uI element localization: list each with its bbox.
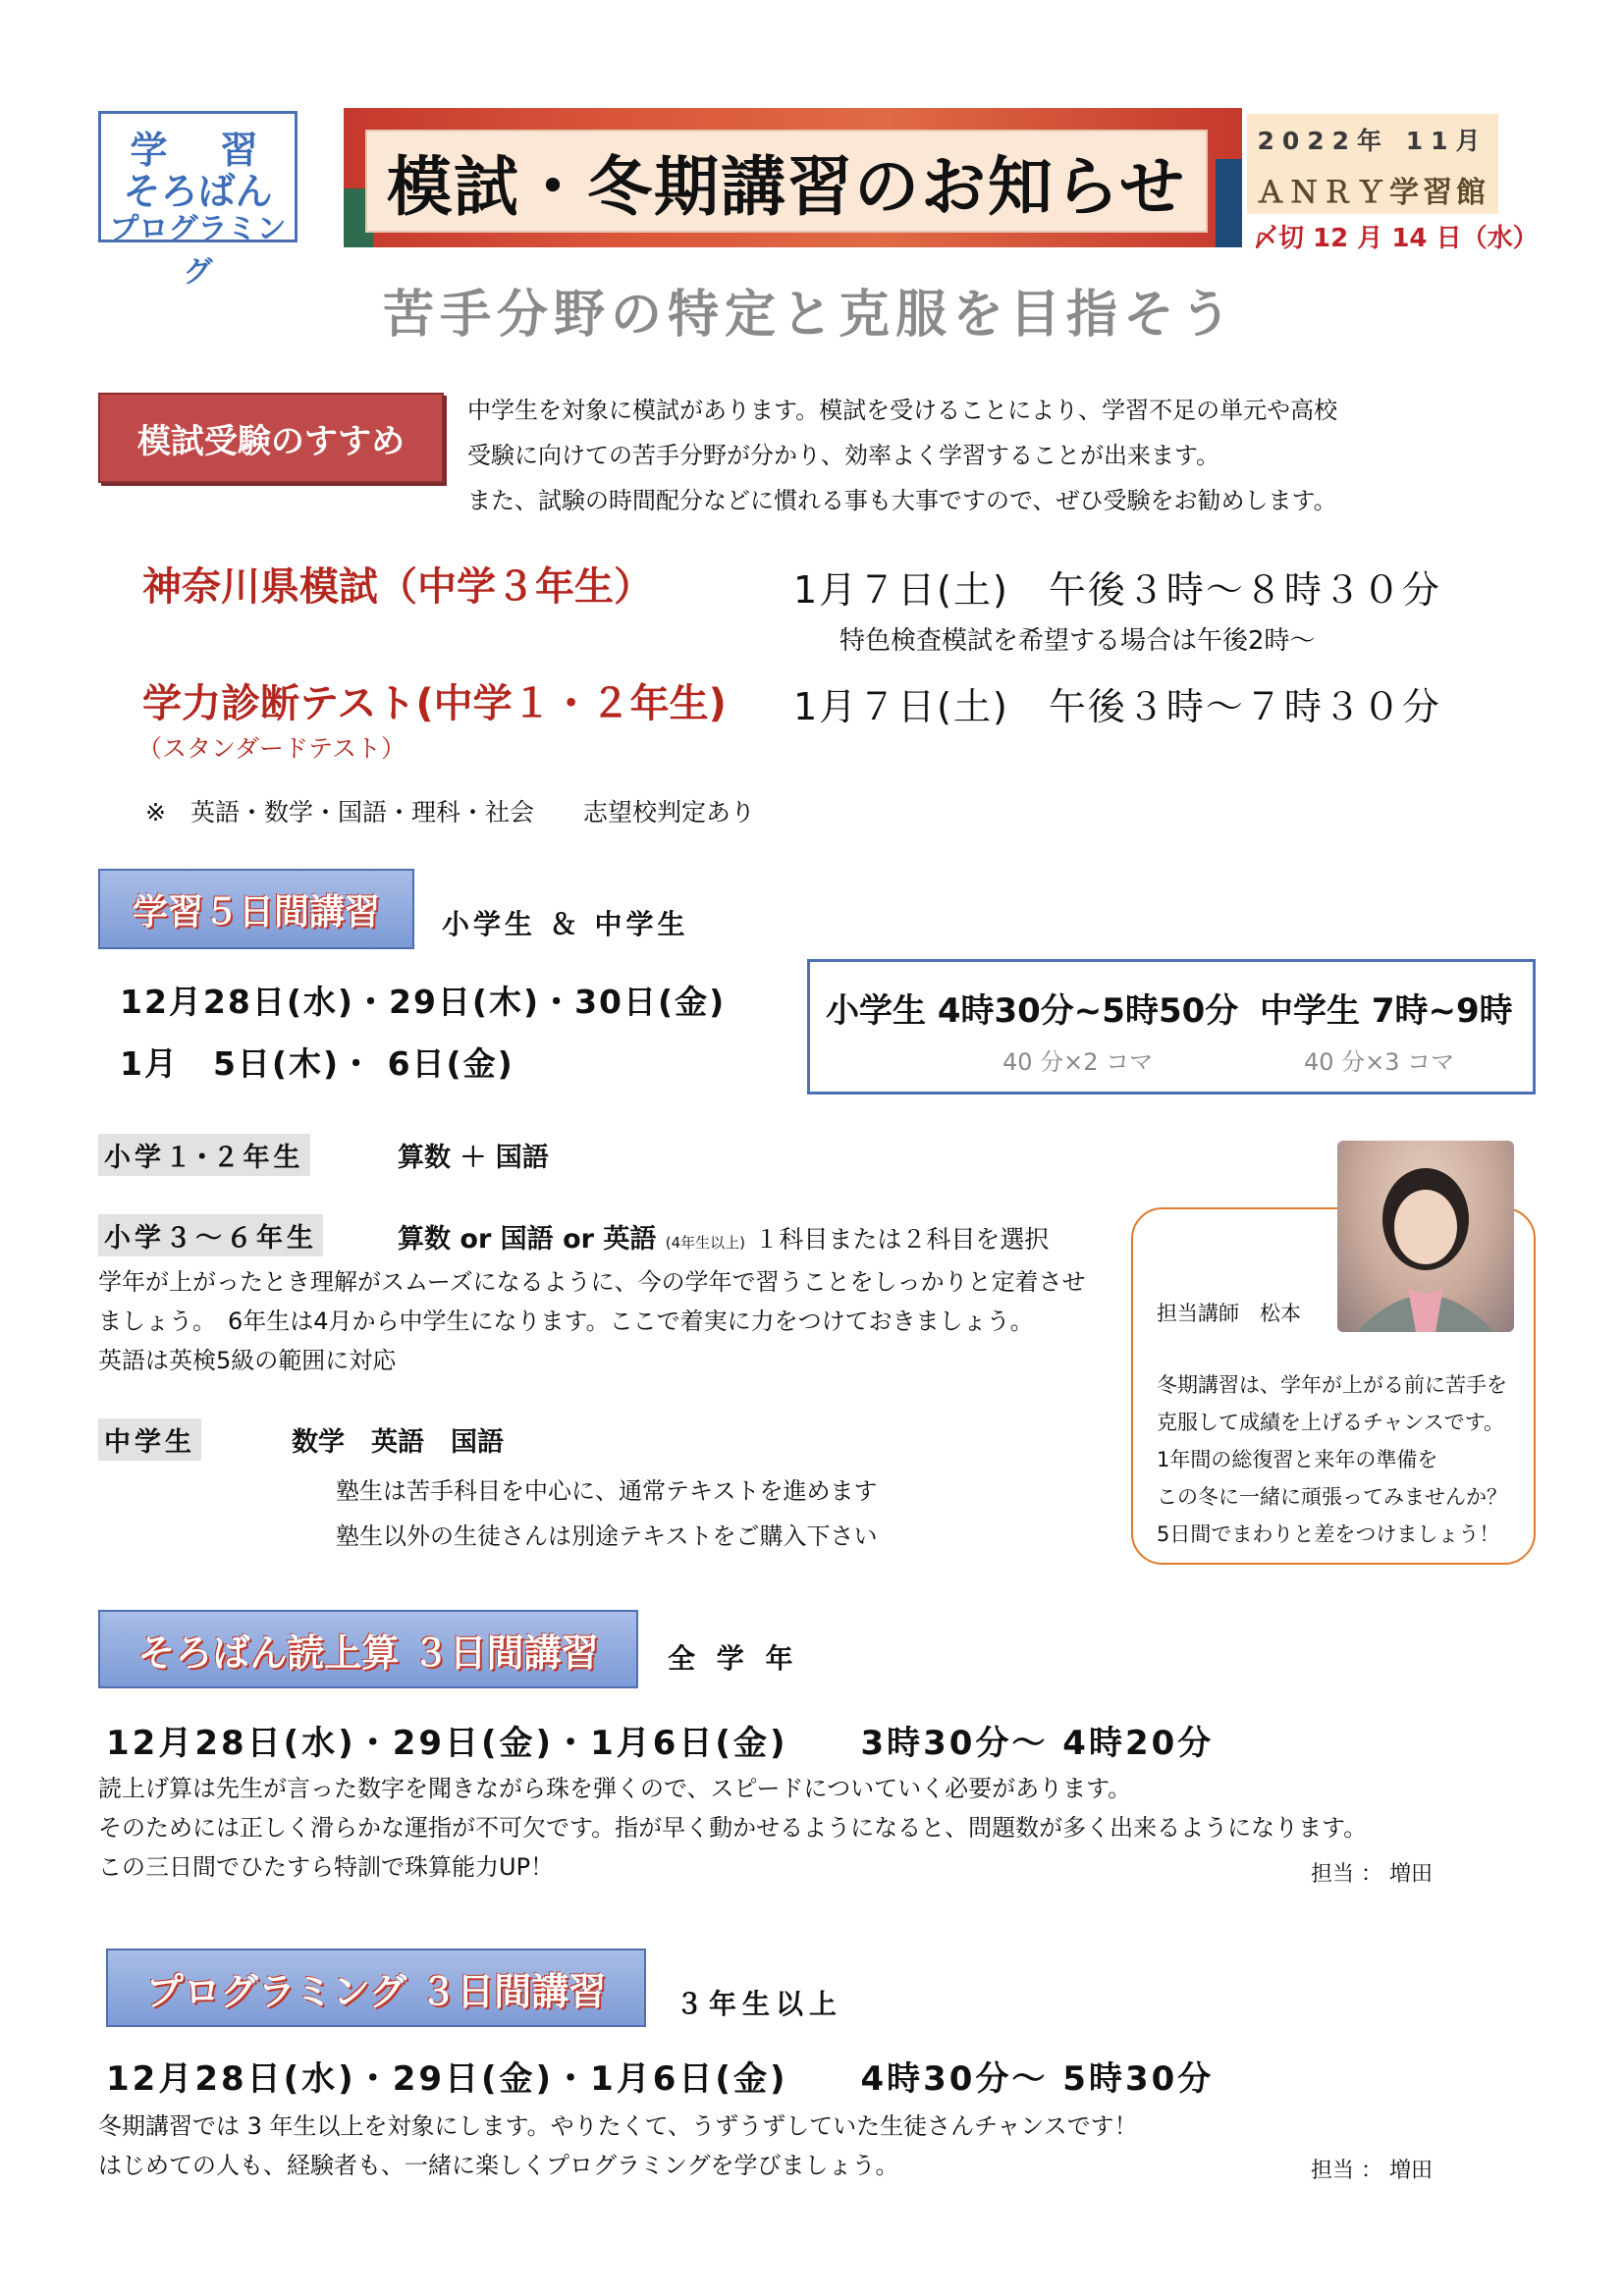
kanagawa-title: 神奈川県模試（中学３年生） xyxy=(142,564,653,610)
soroban-label: そろばん読上算 ３日間講習 xyxy=(98,1610,638,1688)
banner-decoration xyxy=(1216,159,1242,247)
grade-3-6-subject-list: 算数 or 国語 or 英語 xyxy=(398,1224,657,1255)
teacher-message xyxy=(1157,1366,1530,1553)
kanagawa-time: 1月７日(土) 午後３時～８時３０分 xyxy=(793,568,1441,612)
grade-3-6-label: 小学３～６年生 xyxy=(98,1214,323,1256)
logo xyxy=(98,111,298,290)
mock-intro xyxy=(467,388,1459,523)
description-line: 学年が上がったとき理解がスムーズになるように、今の学年で習うことをしっかりと定着させ xyxy=(98,1268,1086,1296)
grade-3-6-english-note: (4年生以上) xyxy=(665,1234,745,1252)
elementary-time: 小学生 4時30分~5時50分 xyxy=(826,991,1239,1031)
grade-3-6-choice: １科目または２科目を選択 xyxy=(754,1225,1050,1254)
elementary-slots: 40 分×2 コマ xyxy=(1002,1048,1154,1076)
issue-box xyxy=(1247,114,1498,214)
teacher-photo xyxy=(1337,1141,1514,1332)
title-banner xyxy=(344,108,1242,247)
page-title: 模試・冬期講習のお知らせ xyxy=(365,130,1208,233)
intro-line: 受験に向けての苦手分野が分かり、効率よく学習することが出来ます。 xyxy=(467,442,1220,469)
kanagawa-note: 特色検査模試を希望する場合は午後2時～ xyxy=(839,626,1316,656)
description-line: ましょう。 6年生は4月から中学生になります。ここで着実に力をつけておきましょう。 xyxy=(98,1308,1034,1335)
message-line: この冬に一緒に頑張ってみませんか？ xyxy=(1157,1485,1507,1509)
subjects-note: ※ 英語・数学・国語・理科・社会 志望校判定あり xyxy=(145,798,755,827)
junior-high-slots: 40 分×3 コマ xyxy=(1304,1048,1455,1076)
portrait-icon xyxy=(1337,1141,1514,1332)
message-line: 克服して成績を上げるチャンスです。 xyxy=(1157,1411,1505,1434)
junior-high-time: 中学生 7時~9時 xyxy=(1260,991,1513,1031)
description-line: 塾生は苦手科目を中心に、通常テキストを進めます xyxy=(336,1477,878,1505)
logo-line-programming: プログラミング xyxy=(109,212,287,290)
programming-label: プログラミング ３日間講習 xyxy=(106,1949,646,2027)
description-line: 英語は英検5級の範囲に対応 xyxy=(98,1347,397,1374)
description-line: この三日間でひたすら特訓で珠算能力UP！ xyxy=(98,1853,555,1881)
grade-3-6-description xyxy=(98,1262,1129,1380)
soroban-description xyxy=(98,1769,1502,1887)
intro-line: 中学生を対象に模試があります。模試を受けることにより、学習不足の単元や高校 xyxy=(467,397,1338,424)
programming-staff: 担当 ： 増田 xyxy=(1311,2159,1433,2183)
programming-description xyxy=(98,2107,1502,2185)
grade-1-2-subjects: 算数 ＋ 国語 xyxy=(398,1143,549,1173)
five-day-dates-1: 12月28日(水)・29日(木)・30日(金) xyxy=(120,983,727,1021)
time-box xyxy=(807,959,1536,1095)
junior-high-label: 中学生 xyxy=(98,1418,201,1461)
grade-3-6-subjects xyxy=(398,1217,1049,1255)
message-line: 冬期講習は、学年が上がる前に苦手を xyxy=(1157,1373,1507,1397)
issue-date: 2022年 11月 xyxy=(1257,127,1489,155)
teacher-label: 担当講師 松本 xyxy=(1157,1302,1301,1325)
description-line: 読上げ算は先生が言った数字を聞きながら珠を弾くので、スピードについていく必要があります。 xyxy=(98,1775,1132,1802)
logo-line-study: 学 習 xyxy=(130,129,266,172)
programming-schedule: 12月28日(水)・29日(金)・1月6日(金) 4時30分～ 5時30分 xyxy=(106,2059,1215,2099)
five-day-target: 小学生 ＆ 中学生 xyxy=(442,908,689,940)
description-line: そのためには正しく滑らかな運指が不可欠です。指が早く動かせるようになると、問題数が多く出来るようになります。 xyxy=(98,1814,1368,1842)
school-name: ＡＮＲＹ学習館 xyxy=(1256,176,1489,210)
gakuryoku-time: 1月７日(土) 午後３時～７時３０分 xyxy=(793,685,1441,728)
soroban-staff: 担当 ： 増田 xyxy=(1311,1862,1433,1887)
description-line: はじめての人も、経験者も、一緒に楽しくプログラミングを学びましょう。 xyxy=(98,2152,899,2179)
mock-exam-label: 模試受験のすすめ xyxy=(98,393,444,483)
description-line: 塾生以外の生徒さんは別途テキストをご購入下さい xyxy=(336,1522,878,1550)
description-line: 冬期講習では 3 年生以上を対象にします。やりたくて、うずうずしていた生徒さんチャンスです！ xyxy=(98,2112,1138,2140)
message-line: 1年間の総復習と来年の準備を xyxy=(1157,1448,1438,1471)
soroban-schedule: 12月28日(水)・29日(金)・1月6日(金) 3時30分～ 4時20分 xyxy=(106,1724,1215,1763)
programming-target: ３年生以上 xyxy=(676,1988,843,2020)
junior-high-subjects: 数学 英語 国語 xyxy=(292,1427,504,1458)
subtitle: 苦手分野の特定と克服を目指そう xyxy=(382,285,1237,345)
intro-line: また、試験の時間配分などに慣れる事も大事ですので、ぜひ受験をお勧めします。 xyxy=(467,487,1337,514)
message-line: 5日間でまわりと差をつけましょう！ xyxy=(1157,1522,1500,1546)
gakuryoku-sub: （スタンダードテスト） xyxy=(137,734,406,763)
deadline: 〆切 12 月 14 日（水） xyxy=(1253,224,1539,253)
logo-line-soroban: そろばん xyxy=(123,170,273,213)
soroban-target: 全 学 年 xyxy=(668,1642,799,1675)
five-day-label: 学習５日間講習 xyxy=(98,869,414,949)
gakuryoku-title: 学力診断テスト(中学１・２年生) xyxy=(142,681,727,726)
five-day-dates-2: 1月 5日(木)・ 6日(金) xyxy=(120,1044,514,1083)
grade-1-2-label: 小学１･２年生 xyxy=(98,1134,310,1176)
junior-high-description xyxy=(336,1468,878,1559)
